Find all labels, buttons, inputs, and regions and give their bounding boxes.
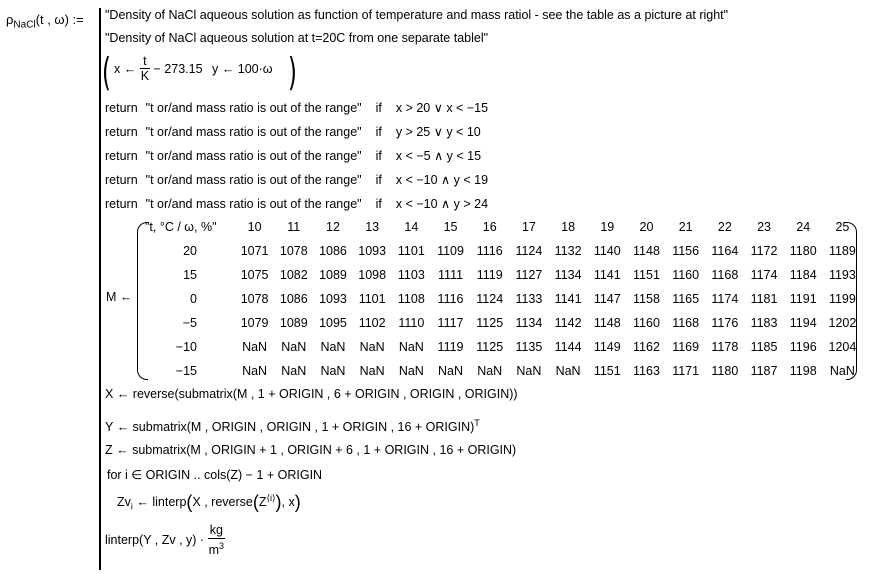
- function-params: (t , ω) :=: [35, 12, 84, 27]
- matrix-cell: 1116: [476, 244, 503, 258]
- matrix-cell: 1127: [515, 268, 543, 282]
- matrix-cell: 1133: [515, 292, 543, 306]
- matrix-cell: 1193: [828, 268, 856, 282]
- matrix-cell: NaN: [320, 364, 346, 378]
- t-over-k-fraction: [140, 54, 150, 83]
- matrix-cell: 1110: [398, 316, 425, 330]
- return-line[interactable]: [105, 172, 488, 187]
- matrix-cell: 1079: [240, 316, 269, 330]
- comment-line-1[interactable]: "Density of NaCl aqueous solution as function of temperature and mass ratiol - see the table as a picture at right": [105, 8, 729, 22]
- matrix-header-cell: 21: [678, 220, 693, 234]
- matrix-cell: 1116: [437, 292, 464, 306]
- matrix-row: [145, 239, 862, 263]
- matrix-cell: 1142: [554, 316, 582, 330]
- matrix-row-temperature: 0: [190, 292, 197, 306]
- matrix-cell: 1156: [672, 244, 700, 258]
- matrix-cell: 1174: [750, 268, 778, 282]
- zv-args2: , x: [281, 495, 295, 509]
- paren-open-2: (: [252, 492, 259, 512]
- matrix-header-cell: 25: [835, 220, 850, 234]
- matrix-cell: 1140: [593, 244, 621, 258]
- zv-z: Z: [258, 495, 267, 509]
- matrix-cell: 1151: [633, 268, 660, 282]
- matrix-corner-label: "t, °C / ω, %": [145, 220, 217, 234]
- matrix-cell: 1180: [789, 244, 817, 258]
- matrix-cell: 1144: [554, 340, 582, 354]
- matrix-cell: 1071: [240, 244, 269, 258]
- matrix-row-temperature: 15: [183, 268, 197, 282]
- matrix-cell: 1134: [554, 268, 582, 282]
- return-line[interactable]: [105, 148, 481, 163]
- transpose-sup: T: [474, 418, 480, 428]
- matrix-cell: 1162: [633, 340, 660, 354]
- frac-denominator: K: [140, 69, 150, 83]
- matrix-header-cell: 12: [326, 220, 340, 234]
- unit-den-base: m: [208, 543, 219, 558]
- matrix-cell: 1202: [828, 316, 857, 330]
- unit-denominator: [208, 539, 225, 558]
- paren-open: (: [186, 492, 193, 512]
- matrix-cell: NaN: [281, 364, 307, 378]
- return-keyword: return: [105, 173, 138, 187]
- matrix-cell: 1151: [593, 364, 621, 378]
- matrix-cell: 1086: [279, 292, 308, 306]
- matrix-cell: 1178: [711, 340, 739, 354]
- return-keyword: return: [105, 149, 138, 163]
- matrix-header-cell: 10: [247, 220, 262, 234]
- matrix-cell: 1185: [750, 340, 778, 354]
- matrix-cell: 1117: [437, 316, 464, 330]
- matrix-header-cell: 17: [521, 220, 536, 234]
- function-name[interactable]: [6, 12, 84, 31]
- y-expression: Y ← submatrix(M , ORIGIN , ORIGIN , 1 + ORIGIN , 16 + ORIGIN): [105, 420, 475, 435]
- matrix-cell: 1194: [789, 316, 817, 330]
- right-paren: ): [288, 50, 297, 94]
- matrix-cell: NaN: [555, 364, 581, 378]
- return-condition: y > 25 ∨ y < 10: [395, 125, 481, 139]
- return-condition: x > 20 ∨ x < −15: [395, 101, 489, 115]
- matrix-cell: 1134: [515, 316, 543, 330]
- matrix-cell: 1141: [554, 292, 582, 306]
- matrix-cell: NaN: [398, 364, 424, 378]
- matrix-cell: 1160: [633, 316, 660, 330]
- matrix-cell: 1174: [711, 292, 739, 306]
- function-subscript: NaCl: [13, 19, 36, 31]
- matrix-cell: 1164: [711, 244, 739, 258]
- matrix-cell: 1082: [279, 268, 308, 282]
- zv-index: i: [130, 501, 133, 512]
- if-keyword: if: [375, 149, 382, 163]
- matrix-cell: 1165: [672, 292, 700, 306]
- return-line[interactable]: [105, 124, 481, 139]
- matrix-cell: 1172: [750, 244, 778, 258]
- matrix-cell: 1101: [397, 244, 425, 258]
- frac-numerator: t: [140, 54, 150, 69]
- matrix-cell: 1103: [397, 268, 425, 282]
- matrix-cell: NaN: [477, 364, 503, 378]
- matrix-cell: 1108: [397, 292, 425, 306]
- matrix-cell: 1095: [319, 316, 347, 330]
- matrix-cell: 1135: [515, 340, 543, 354]
- matrix-cell: 1184: [789, 268, 817, 282]
- return-keyword: return: [105, 125, 138, 139]
- matrix-cell: 1204: [828, 340, 857, 354]
- matrix-header-cell: 22: [717, 220, 732, 234]
- return-condition: x < −10 ∧ y > 24: [395, 197, 489, 211]
- return-message: "t or/and mass ratio is out of the range": [145, 173, 362, 187]
- matrix-header-cell: 23: [757, 220, 771, 234]
- matrix-cell: 1158: [633, 292, 660, 306]
- matrix-cell: 1098: [358, 268, 387, 282]
- matrix-cell: 1147: [593, 292, 621, 306]
- matrix-cell: 1109: [437, 244, 464, 258]
- matrix-cell: 1078: [279, 244, 308, 258]
- matrix-cell: 1132: [554, 244, 582, 258]
- if-keyword: if: [375, 101, 382, 115]
- matrix-header-cell: 19: [600, 220, 615, 234]
- matrix-cell: NaN: [829, 364, 855, 378]
- matrix-cell: NaN: [320, 340, 346, 354]
- matrix-header-cell: 18: [561, 220, 576, 234]
- matrix-cell: 1160: [672, 268, 700, 282]
- matrix-cell: 1187: [750, 364, 778, 378]
- return-line[interactable]: [105, 100, 488, 115]
- matrix-row: [145, 335, 862, 359]
- rho-symbol: ρ: [6, 12, 14, 27]
- matrix-cell: 1198: [789, 364, 817, 378]
- matrix-cell: 1141: [593, 268, 621, 282]
- matrix-cell: NaN: [359, 364, 385, 378]
- matrix-row-temperature: −10: [175, 340, 197, 354]
- for-loop-line[interactable]: for i ∈ ORIGIN .. cols(Z) − 1 + ORIGIN: [107, 468, 323, 482]
- matrix-cell: 1124: [476, 292, 504, 306]
- matrix-cell: 1093: [319, 292, 347, 306]
- matrix-cell: 1171: [672, 364, 700, 378]
- if-keyword: if: [375, 125, 382, 139]
- matrix-cell: 1148: [593, 316, 621, 330]
- y-assign: y ← 100·ω: [212, 61, 273, 76]
- matrix-header-cell: 13: [365, 220, 380, 234]
- unit-den-exp: 3: [219, 541, 225, 551]
- return-keyword: return: [105, 101, 138, 115]
- final-result-line[interactable]: [105, 523, 225, 558]
- matrix-cell: 1181: [750, 292, 778, 306]
- matrix-cell: 1183: [750, 316, 778, 330]
- matrix-cell: 1180: [711, 364, 739, 378]
- program-bar: [99, 8, 101, 570]
- return-line[interactable]: [105, 196, 488, 211]
- paren-close-2: ): [275, 492, 282, 512]
- y-submatrix-line[interactable]: [105, 418, 480, 434]
- matrix-row: [145, 359, 862, 383]
- matrix-label[interactable]: M ←: [106, 290, 133, 304]
- matrix-cell: NaN: [516, 364, 542, 378]
- left-paren: (: [102, 50, 111, 94]
- matrix-cell: 1148: [633, 244, 660, 258]
- matrix-cell: NaN: [398, 340, 424, 354]
- matrix-cell: 1086: [319, 244, 347, 258]
- zv-args1: X , reverse: [192, 495, 253, 509]
- matrix-header-cell: 20: [639, 220, 654, 234]
- matrix-header-cell: 14: [404, 220, 419, 234]
- matrix-cell: 1196: [789, 340, 817, 354]
- matrix-cell: NaN: [359, 340, 385, 354]
- return-condition: x < −10 ∧ y < 19: [395, 173, 489, 187]
- x-assign-lhs: x ←: [114, 61, 137, 76]
- return-message: "t or/and mass ratio is out of the range": [145, 125, 362, 139]
- unit-fraction: [208, 523, 225, 558]
- matrix-cell: NaN: [242, 340, 268, 354]
- matrix-header-cell: 15: [443, 220, 458, 234]
- if-keyword: if: [375, 197, 382, 211]
- zv-column-sup: ⟨i⟩: [266, 492, 276, 503]
- matrix-cell: 1075: [240, 268, 269, 282]
- return-message: "t or/and mass ratio is out of the range": [145, 197, 362, 211]
- matrix-cell: 1102: [358, 316, 386, 330]
- matrix-cell: 1168: [672, 316, 700, 330]
- matrix-cell: NaN: [242, 364, 268, 378]
- comment-line-2[interactable]: "Density of NaCl aqueous solution at t=20C from one separate tablel": [105, 31, 489, 45]
- x-reverse-line[interactable]: X ← reverse(submatrix(M , 1 + ORIGIN , 6 + ORIGIN , ORIGIN , ORIGIN)): [105, 387, 518, 401]
- matrix-row-temperature: −5: [182, 316, 197, 330]
- matrix-table[interactable]: [145, 215, 862, 383]
- matrix-cell: 1125: [476, 340, 504, 354]
- return-keyword: return: [105, 197, 138, 211]
- return-message: "t or/and mass ratio is out of the range": [145, 101, 362, 115]
- x-assign-rest: − 273.15: [153, 61, 203, 76]
- matrix-cell: NaN: [438, 364, 464, 378]
- matrix-cell: NaN: [281, 340, 307, 354]
- matrix-cell: 1101: [358, 292, 386, 306]
- matrix-cell: 1168: [711, 268, 739, 282]
- matrix-header-cell: 16: [482, 220, 497, 234]
- matrix-row-temperature: −15: [175, 364, 197, 378]
- matrix-cell: 1149: [593, 340, 621, 354]
- unit-numerator: kg: [208, 523, 225, 539]
- matrix-row: [145, 311, 862, 335]
- matrix-cell: 1089: [279, 316, 308, 330]
- matrix-cell: 1169: [672, 340, 700, 354]
- matrix-header-row: [145, 215, 862, 239]
- if-keyword: if: [375, 173, 382, 187]
- matrix-cell: 1078: [240, 292, 269, 306]
- matrix-header-cell: 24: [796, 220, 811, 234]
- matrix-cell: 1124: [515, 244, 543, 258]
- z-submatrix-line[interactable]: Z ← submatrix(M , ORIGIN + 1 , ORIGIN + 6 , 1 + ORIGIN , 16 + ORIGIN): [105, 443, 517, 457]
- matrix-row-temperature: 20: [183, 244, 197, 258]
- paren-close: ): [294, 492, 301, 512]
- final-expr: linterp(Y , Zv , y) ·: [105, 533, 205, 548]
- zv-lhs: Zv: [117, 495, 131, 509]
- return-message: "t or/and mass ratio is out of the range": [145, 149, 362, 163]
- matrix-cell: 1125: [476, 316, 504, 330]
- matrix-cell: 1089: [319, 268, 347, 282]
- matrix-cell: 1163: [633, 364, 660, 378]
- matrix-cell: 1119: [476, 268, 503, 282]
- matrix-cell: 1093: [358, 244, 387, 258]
- matrix-cell: 1199: [828, 292, 856, 306]
- matrix-row: [145, 287, 862, 311]
- matrix-cell: 1119: [437, 340, 464, 354]
- matrix-cell: 1111: [438, 268, 464, 282]
- zv-assign-line[interactable]: [117, 492, 301, 513]
- matrix-row: [145, 263, 862, 287]
- matrix-cell: 1189: [828, 244, 856, 258]
- assign-expression[interactable]: [114, 54, 273, 83]
- matrix-cell: 1176: [711, 316, 739, 330]
- zv-mid: ← linterp: [136, 495, 187, 509]
- matrix-cell: 1191: [789, 292, 817, 306]
- matrix-header-cell: 11: [287, 220, 301, 234]
- return-condition: x < −5 ∧ y < 15: [395, 149, 482, 163]
